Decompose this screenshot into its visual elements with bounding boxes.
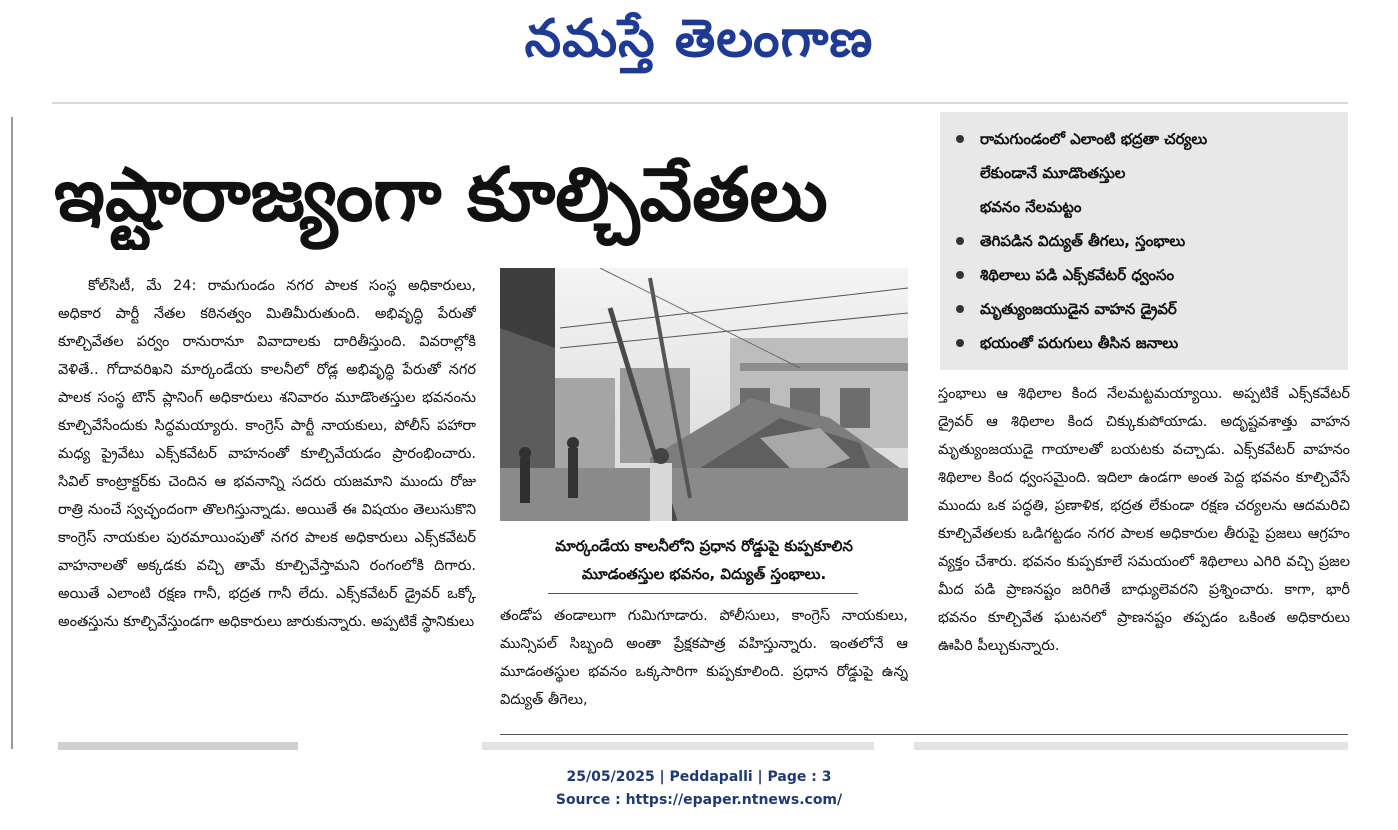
article-column-3-text: స్తంభాలు ఆ శిథిలాల కింద నేలమట్టమయ్యాయి. అప్పటికే ఎక్స్‌కవేటర్ డ్రైవర్ ఆ శిథిలాల కింద చిక్కుకుపోయాడు. అదృష్టవశాత్తు వాహన మృత్యుంజయుడై గాయాలతో బయటకు వచ్చాడు. ఎక్స్‌కవేటర్ వాహనం శిథిలాల కింద ధ్వంసమైంది. ఇదిలా ఉండగా అంత పెద్ద భవనం కూల్చివేసే ముందు ఒక పద్ధతి, ప్రణాళిక, భద్రత లేకుండా రక్షణ చర్యలను ఆదమరిచి కూల్చివేతలకు ఒడిగట్టడం నగర పాలక అధికారుల తీరుపై ప్రజలు ఆగ్రహం వ్యక్తం చేశారు. భవనం కుప్పకూలే సమయంలో శిథిలాలు ఎగిరి వచ్చి ప్రజల మీద పడి ప్రాణనష్టం జరిగితే బాధ్యులెవరని ప్రశ్నించారు. కాగా, భారీ భవనం కూల్చివేత ఘటనలో ప్రాణనష్టం తప్పడం ఒకింత అధికారులు ఊపిరి పీల్చుకున్నారు. xyxy=(938,386,1350,654)
bullet-icon xyxy=(956,237,964,245)
cropped-next-article xyxy=(914,742,1348,750)
highlight-item: తెగిపడిన విద్యుత్ తీగలు, స్తంభాలు xyxy=(956,224,1338,258)
highlight-item: లేకుండానే మూడొంతస్తుల xyxy=(980,164,1126,182)
bullet-icon xyxy=(956,135,964,143)
cropped-next-article xyxy=(482,742,874,750)
highlights-list xyxy=(940,112,1348,360)
news-photo xyxy=(500,268,908,521)
bullet-icon xyxy=(956,339,964,347)
photo-caption xyxy=(500,532,908,594)
bottom-divider xyxy=(500,734,1348,735)
article-column-3 xyxy=(938,380,1350,720)
photo-caption-line-2: మూడంతస్తుల భవనం, విద్యుత్ స్తంభాలు. xyxy=(581,565,827,583)
highlights-box xyxy=(940,112,1348,370)
cropped-next-article xyxy=(58,742,298,750)
masthead-logo xyxy=(0,4,1398,74)
bullet-icon xyxy=(956,271,964,279)
photo-caption-line-1: మార్కండేయ కాలనీలోని ప్రధాన రోడ్డుపై కుప్పకూలిన xyxy=(555,537,853,555)
article-headline: ఇష్టారాజ్యంగా కూల్చివేతలు xyxy=(54,152,828,238)
highlight-item: శిథిలాలు పడి ఎక్స్‌కవేటర్ ధ్వంసం xyxy=(956,258,1338,292)
highlight-item: భవనం నేలమట్టం xyxy=(980,198,1082,216)
highlight-item: రామగుండంలో ఎలాంటి భద్రతా చర్యలు xyxy=(956,122,1338,156)
highlight-item: భయంతో పరుగులు తీసిన జనాలు xyxy=(956,326,1338,360)
masthead-title: నమస్తే తెలంగాణ xyxy=(524,9,874,69)
article-column-2 xyxy=(500,602,908,720)
highlight-item: మృత్యుంజయుడైన వాహన డ్రైవర్ xyxy=(956,292,1338,326)
left-margin-bar xyxy=(11,117,13,749)
page-footer xyxy=(0,766,1398,812)
caption-underline xyxy=(548,593,858,594)
article-column-1 xyxy=(58,272,476,720)
article-column-2-text: తండోప తండాలుగా గుమిగూడారు. పోలీసులు, కాంగ్రెస్ నాయకులు, మున్సిపల్ సిబ్బంది అంతా ప్రేక్షకపాత్ర వహిస్తున్నారు. ఇంతలోనే ఆ మూడంతస్థుల భవనం ఒక్కసారిగా కుప్పకూలింది. ప్రధాన రోడ్డుపై ఉన్న విద్యుత్ తీగెలు, xyxy=(500,608,908,708)
collapsed-building-photo xyxy=(500,268,908,521)
bullet-icon xyxy=(956,305,964,313)
article-column-1-text: కోల్‌సిటీ, మే 24: రామగుండం నగర పాలక సంస్థ అధికారులు, అధికార పార్టీ నేతల కఠినత్వం మితిమీరుతుంది. అభివృద్ధి పేరుతో కూల్చివేతల పర్వం రానురానూ వివాదాలకు దారితీస్తుంది. వివరాల్లోకి వెళితే.. గోదావరిఖని మార్కండేయ కాలనీలో రోడ్ల అభివృద్ధి పేరుతో నగర పాలక సంస్థ టౌన్ ప్లానింగ్ అధికారులు శనివారం మూడొంతస్తుల భవనంను కూల్చివేసేందుకు సిద్ధమయ్యారు. కాంగ్రెస్ పార్టీ నాయకులు, పోలీస్ పహారా మధ్య ప్రైవేటు ఎక్స్‌కవేటర్ వాహనంతో కూల్చివేయడం ప్రారంభించారు. సివిల్ కాంట్రాక్టర్‌కు చెందిన ఆ భవనాన్ని సదరు యజమాని ముందు రోజు రాత్రి నుంచే స్వచ్ఛందంగా తొలగిస్తున్నాడు. అయితే ఈ విషయం తెలుసుకొని కాంగ్రెస్ నాయకుల పురమాయింపుతో నగర పాలక అధికారులు ఎక్స్‌కవేటర్ వాహనాలతో అక్కడకు వచ్చి తామే కూల్చివేస్తామని రంగంలోకి దిగారు. అయితే ఎలాంటి రక్షణ గానీ, భద్రత గానీ లేదు. ఎక్స్‌కవేటర్ డ్రైవర్ ఒక్కో అంతస్తును కూల్చివేస్తుండగా అధికారులు జారుకున్నారు. అప్పటికే స్థానికులు xyxy=(58,278,476,630)
footer-date-edition: 25/05/2025 | Peddapalli | Page : 3 xyxy=(566,769,832,785)
footer-source: Source : https://epaper.ntnews.com/ xyxy=(555,792,843,808)
top-divider xyxy=(52,102,1348,104)
